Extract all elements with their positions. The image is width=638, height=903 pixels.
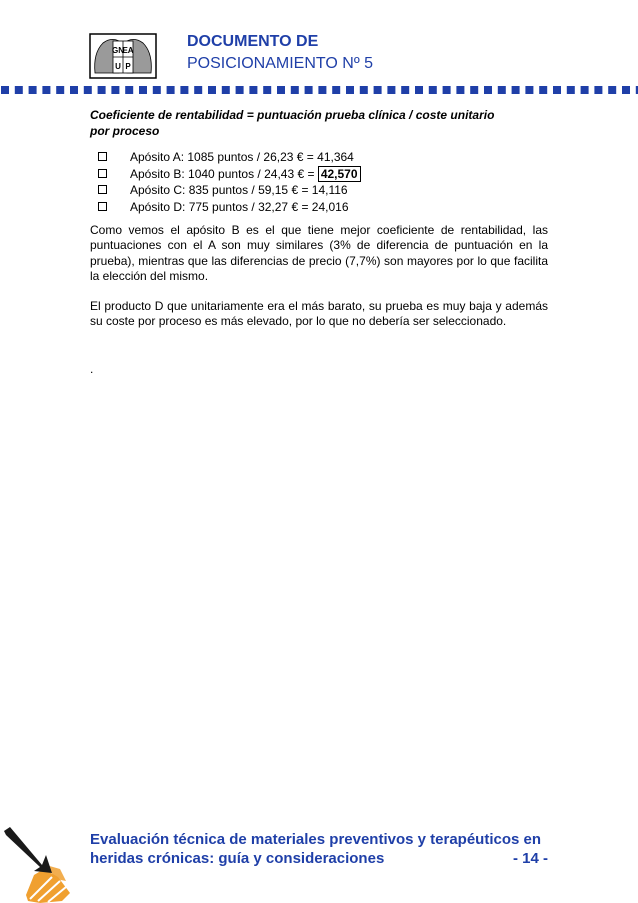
separator-dash xyxy=(443,86,451,94)
separator-dash xyxy=(484,86,492,94)
separator-dash xyxy=(539,86,547,94)
separator-dash xyxy=(111,86,119,94)
separator-dash xyxy=(249,86,257,94)
paragraph-product-d: El producto D que unitariamente era el más barato, su prueba es muy baja y además su coste por proceso es más elevado, por lo que no debería ser seleccionado. xyxy=(90,299,548,329)
trailing-dot: . xyxy=(90,361,94,376)
footer-row2 xyxy=(90,849,548,868)
item-text: Apósito B: 1040 puntos / 24,43 € = xyxy=(130,166,318,181)
separator-dash xyxy=(153,86,161,94)
formula-line1: Coeficiente de rentabilidad = puntuación prueba clínica / coste unitario xyxy=(90,108,495,122)
checkbox-bullet-icon xyxy=(98,152,107,161)
separator-dash xyxy=(291,86,299,94)
separator-dash xyxy=(470,86,478,94)
separator-dash xyxy=(512,86,520,94)
highlighted-value: 42,570 xyxy=(318,166,361,182)
separator-dash xyxy=(194,86,202,94)
separator-dash xyxy=(139,86,147,94)
gneaupp-logo xyxy=(89,33,157,79)
separator-dash xyxy=(525,86,533,94)
item-text: Apósito D: 775 puntos / 32,27 € = 24,016 xyxy=(130,199,349,214)
header-dashed-separator xyxy=(0,85,638,95)
footer-line2: heridas crónicas: guía y consideraciones xyxy=(90,850,385,867)
logo-letter-p: P xyxy=(125,62,131,71)
separator-dash xyxy=(429,86,437,94)
separator-dash xyxy=(56,86,64,94)
checkbox-bullet-icon xyxy=(98,202,107,211)
checkbox-bullet-icon xyxy=(98,169,107,178)
list-item xyxy=(90,199,548,216)
logo-letter-u: U xyxy=(115,62,121,71)
page-number: - 14 - xyxy=(512,850,548,867)
separator-dash xyxy=(180,86,188,94)
separator-dash xyxy=(498,86,506,94)
logo-letters-gn: GN xyxy=(112,46,124,55)
separator-dash xyxy=(567,86,575,94)
separator-dash xyxy=(222,86,230,94)
item-text: Apósito C: 835 puntos / 59,15 € = 14,116 xyxy=(130,183,348,197)
separator-dash xyxy=(374,86,382,94)
item-text: Apósito A: 1085 puntos / 26,23 € = 41,364 xyxy=(130,150,354,164)
checkbox-bullet-icon xyxy=(98,185,107,194)
separator-dash xyxy=(208,86,216,94)
footer xyxy=(90,830,548,868)
list-item xyxy=(90,166,548,183)
separator-dash xyxy=(581,86,589,94)
separator-dash xyxy=(125,86,133,94)
separator-dash xyxy=(608,86,616,94)
document-title-line2: POSICIONAMIENTO Nº 5 xyxy=(187,55,374,72)
separator-dash xyxy=(98,86,106,94)
separator-dash xyxy=(401,86,409,94)
arrow-logo-icon xyxy=(0,825,80,903)
logo-letters-ea: EA xyxy=(122,46,134,55)
separator-dash xyxy=(29,86,37,94)
separator-dash xyxy=(594,86,602,94)
dressing-list xyxy=(90,149,548,215)
separator-dash xyxy=(456,86,464,94)
document-title xyxy=(187,31,373,75)
document-title-line1: DOCUMENTO DE xyxy=(187,33,319,50)
separator-dash xyxy=(167,86,175,94)
separator-dash xyxy=(622,86,630,94)
separator-dash xyxy=(346,86,354,94)
separator-dash xyxy=(15,86,23,94)
formula-heading xyxy=(90,107,548,139)
separator-dash xyxy=(277,86,285,94)
separator-dash xyxy=(84,86,92,94)
separator-dash xyxy=(42,86,50,94)
separator-dash xyxy=(70,86,78,94)
footer-line1: Evaluación técnica de materiales preventivos y terapéuticos en xyxy=(90,831,542,848)
paragraph-comparison: Como vemos el apósito B es el que tiene mejor coeficiente de rentabilidad, las puntuaciones con el A son muy similares (3% de diferencia de puntuación en la prueba), mientras que las diferencias de precio (7,7%) son mayores por lo que facilita la elección del mismo. xyxy=(90,223,548,283)
list-item xyxy=(90,182,548,199)
separator-dash xyxy=(305,86,313,94)
separator-dash xyxy=(360,86,368,94)
separator-dash xyxy=(332,86,340,94)
formula-line2: por proceso xyxy=(90,124,160,138)
separator-dash xyxy=(415,86,423,94)
separator-dash xyxy=(318,86,326,94)
separator-dash xyxy=(263,86,271,94)
separator-dash xyxy=(236,86,244,94)
list-item xyxy=(90,149,548,166)
separator-dash xyxy=(387,86,395,94)
separator-dash xyxy=(553,86,561,94)
main-content xyxy=(90,107,548,377)
separator-dash xyxy=(1,86,9,94)
